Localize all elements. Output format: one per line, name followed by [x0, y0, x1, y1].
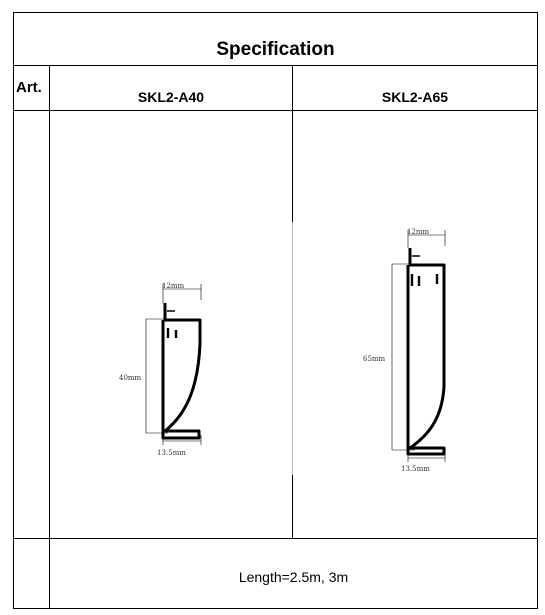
profile-drawing-a40: [110, 280, 230, 460]
art-label: Art.: [16, 79, 42, 96]
model-heading-a40: SKL2-A40: [137, 89, 205, 105]
dim-bottom-width-a65: 13.5mm: [401, 465, 430, 473]
profile-drawing-a65: [355, 222, 475, 482]
table-title: Specification: [216, 39, 335, 60]
row-divider-header: [14, 65, 537, 66]
dim-height-a40: 40mm: [119, 374, 142, 382]
dim-top-width-a65: 12mm: [407, 228, 430, 236]
dim-bottom-width-a40: 13.5mm: [157, 449, 186, 457]
dim-height-a65: 65mm: [363, 355, 386, 363]
row-divider-footer: [14, 538, 537, 539]
dim-top-width-a40: 12mm: [162, 282, 185, 290]
scan-line: [292, 222, 293, 475]
col-divider-art: [49, 65, 50, 609]
row-divider-drawing: [14, 110, 537, 111]
length-note: Length=2.5m, 3m: [238, 569, 349, 585]
model-heading-a65: SKL2-A65: [381, 89, 449, 105]
